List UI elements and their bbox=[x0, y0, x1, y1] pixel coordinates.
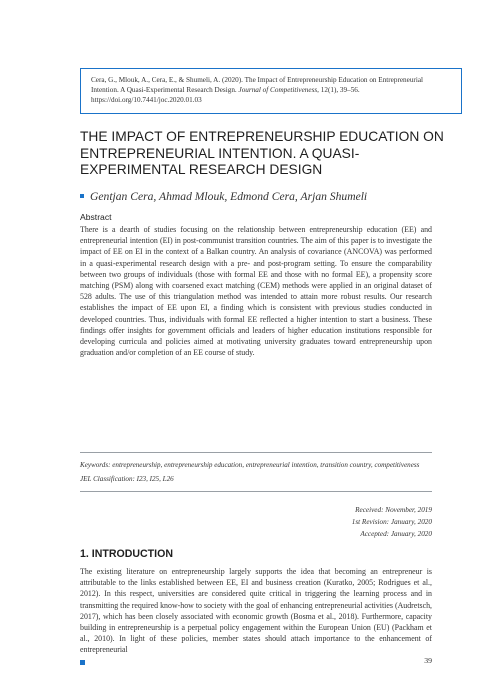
citation-details: , 12(1), 39–56. https://doi.org/10.7441/joc.2020.01.03 bbox=[91, 86, 360, 105]
introduction-text: The existing literature on entrepreneurship largely supports the idea that becoming an entrepreneur is attributable to the links established between EE, EI and business creation (Kuratko, 2005; Rodrigues et al., 2012). In this respect, universities are considered quite critical in triggering the learning process and in transmitting the required know-how to society with the goal of enhancing entrepreneurial activities (Audretsch, 2017), which has been closely associated with economic growth (Bosma et al., 2018). Furthermore, capacity building in entrepreneurship is a perpetual policy engagement within the European Union (EU) (Packham et al., 2010). In light of these policies, member states should attach importance to the enhancement of entrepreneurial bbox=[80, 567, 432, 655]
accepted-date: Accepted: January, 2020 bbox=[360, 530, 432, 538]
authors: Gentjan Cera, Ahmad Mlouk, Edmond Cera, Arjan Shumeli bbox=[90, 190, 368, 203]
citation-journal: Journal of Competitiveness bbox=[238, 86, 318, 95]
jel-classification: JEL Classification: I23, I25, L26 bbox=[80, 475, 174, 483]
keywords: Keywords: entrepreneurship, entrepreneurship education, entrepreneurial intention, transition country, competitiveness bbox=[80, 461, 420, 469]
footer-square-icon bbox=[80, 660, 85, 665]
revision-date: 1st Revision: January, 2020 bbox=[351, 518, 432, 526]
author-bullet-icon bbox=[80, 194, 84, 198]
author-line bbox=[80, 190, 460, 203]
page-number: 39 bbox=[424, 656, 432, 665]
divider-bottom bbox=[80, 491, 432, 492]
received-date: Received: November, 2019 bbox=[355, 506, 432, 514]
introduction-heading: 1. INTRODUCTION bbox=[80, 548, 173, 560]
abstract-text: There is a dearth of studies focusing on the relationship between entrepreneurship education (EE) and entrepreneurial intention (EI) in post-communist transition countries. The aim of this paper is to investigate the impact of EE on EI in the context of a Balkan country. An analysis of covariance (ANCOVA) was performed in a quasi-experimental research design with a pre- and post-program setting. To ensure the comparability between two groups of individuals (those with formal EE and those with no formal EE), a propensity score matching (PSM) along with coarsened exact matching (CEM) methods were applied in an original dataset of 528 adults. The use of this triangulation method was intended to attain more robust results. Our research establishes the impact of EE upon EI, a finding which is consistent with previous studies conducted in developed countries. Thus, individuals with formal EE reflected a higher intention to start a business. These findings offer insights for government officials and leaders of higher education institutions responsible for developing curricula and policies aimed at motivating university graduates toward entrepreneurship upon graduation and/or completion of an EE course of study. bbox=[80, 225, 432, 358]
citation-text: Cera, G., Mlouk, A., Cera, E., & Shumeli, A. (2020). The Impact of Entrepreneurship Education on Entrepreneurial Intention. A Quasi-Experimental Research Design. bbox=[91, 76, 424, 95]
divider-top bbox=[80, 452, 432, 453]
citation-box bbox=[80, 68, 462, 114]
article-dates bbox=[250, 504, 432, 540]
article-title: THE IMPACT OF ENTREPRENEURSHIP EDUCATION ON ENTREPRENEURIAL INTENTION. A QUASI-EXPERIMENTAL RESEARCH DESIGN bbox=[80, 129, 444, 178]
abstract-label: Abstract bbox=[80, 212, 112, 222]
